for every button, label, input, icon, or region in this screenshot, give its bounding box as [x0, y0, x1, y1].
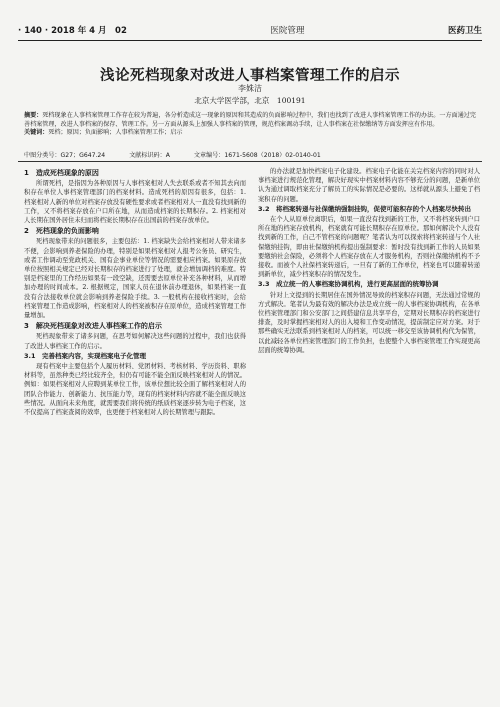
- body-paragraph: 针对上文提到的长期居住在国外情况导致的档案积存问题，无法通过常规的方式解决。笔者认为最有效的解决办法是成立统一的人事档案协调机构，在各单位档案管理部门和公安部门之间搭建信息共享平台，定期对长期积存的档案进行排查，及时掌握档案相对人的出入境和工作变动情况，提前制定应对方案。对于那些确实无法联系到档案相对人的档案，可以统一移交至该协调机构代为保管，以此减轻各单位档案管理部门的工作负担，也使整个人事档案管理工作实现更高层面的统筹协调。: [258, 291, 480, 354]
- header-divider: [18, 161, 482, 162]
- keywords-label: 关键词：: [24, 129, 49, 137]
- keywords-text: 死档；原因；负面影响；人事档案管理工作；启示: [48, 129, 183, 137]
- running-header: [18, 20, 482, 41]
- header-section: 医院管理: [270, 26, 305, 36]
- abstract-label: 摘要：: [24, 112, 43, 119]
- article-title: 浅论死档现象对改进人事档案管理工作的启示: [100, 67, 400, 84]
- author-affiliation: 北京大学医学部，北京 100191: [194, 96, 306, 105]
- document-code: 文献标识码：A: [129, 152, 170, 159]
- body-paragraph: 的办法就是加快档案电子化建设。档案电子化能在关完档案内容的同时对人事档案进行规范化管理，解决好现实中档案材料内容不够充分的问题，是新单位认为通过调取档案充分了解员工的实际情况是必要的。这样就从源头上避免了档案积存的问题。: [258, 168, 480, 203]
- section-heading: 3.3 成立统一的人事档案协调机构，进行更高层面的统筹协调: [258, 280, 439, 289]
- section-heading: 3 解决死档现象对改进人事档案工作的启示: [24, 322, 162, 331]
- section-heading: 3.2 将档案转递与社保缴纳强制挂钩，促使可能积存的个人档案尽快转出: [258, 204, 472, 213]
- body-paragraph: 死档现象带来的问题很多，主要包括：1. 档案缺失会给档案相对人带来诸多不便，会影响到养老保险的办理，特别是如果档案相对人报考公务员、研究生，或者工作调动至党政机关、国有企事业单位等情况的需要相应档案。如果原存放单位按照相关规定已经对长期积存的档案进行了处理，就会增加调档的难度。特别是档案里的工作经历如果有一段空缺，还需要去原单位补充各种材料，从而增加办理的时间成本。2. 根据规定，国家人员在退休前办理退休，如果档案一直没有合法接收单位就会影响到养老保险手续。3. 一般机构在接收档案时，会给档案管理工作造成影响，档案相对人的档案被积存在原单位，造成档案管理工作量增加。: [24, 238, 246, 320]
- body-column-left: [24, 167, 246, 417]
- classification-meta: [24, 150, 476, 159]
- body-paragraph: 在个人从原单位离职后，如果一直没有找到新的工作，又不将档案转到户口所在地的档案存放机构，档案就有可能长期积存在原单位。那如何解决个人没有找到新的工作，自己不管档案的问题呢？笔者认为可以探索将档案转递与个人社保缴纳挂钩，即由社保缴纳机构提出强制要求：暂时没有找到新工作的人员如果要缴纳社会保险，必须将个人档案存放在人才服务机构，否则社保缴纳机构不予接收。而被个人社保档案转递后，一旦有了新的工作单位，档案也可以随着转递到新单位，减少档案积存的情况发生。: [258, 216, 480, 279]
- section-heading: 2 死档现象的负面影响: [24, 227, 99, 236]
- section-heading: 1 造成死档现象的原因: [24, 169, 99, 177]
- body-paragraph: 现有档案中主要包括个人履历材料、党团材料、考核材料、学历资料、职称材料等，虽然种类已经比较齐全，但仍有可能不能全面反映档案相对人的情况。例如：如果档案相对人应聘到某单位工作，该单位想比较全面了解档案相对人的团队合作能力、创新能力、抗压能力等，现有的档案材料内容就不能全面反映这些情况。从面向未来角度，就需要我们将传统的纸质档案逐步转为电子档案，这不仅提高了档案查阅的效率，也更便于档案相对人的长期管理与跟踪。: [24, 363, 246, 417]
- header-journal-category: 医药卫生: [447, 26, 482, 36]
- header-issue: · 140 · 2018 年 4 月 02: [18, 26, 127, 36]
- body-paragraph: 死档现象带来了诸多问题，在思考如何解决这些问题的过程中，我们也获得了改进人事档案工作的启示。: [24, 333, 246, 350]
- body-paragraph: 所谓死档，是指因为各种原因与人事档案相对人失去联系或者不知其去向而积存在单位人事档案管理部门的档案材料。造成死档的原因有很多，包括：1. 档案相对人新的单位对档案存放没有硬性要求或者档案相对人一直没有找到新的工作，又不将档案存放在户口所在地，从而造成档案的长期积存。2. 档案相对人长期在国外居住未归而将档案长期积存在出国前的档案存放单位。: [24, 180, 246, 225]
- clc-number: 中图分类号：G27；G647.24: [24, 152, 106, 159]
- article-id: 文章编号：1671-5608（2018）02-0140-01: [193, 152, 321, 159]
- section-heading: 3.1 完善档案内容，实现档案电子化管理: [24, 351, 147, 360]
- body-column-right: [258, 167, 480, 355]
- abstract-text: 死档现象在人事档案管理工作存在较为普遍，各分析造成这一现象的原因和其造成的负面影响过程中，我们也找到了改进人事档案管理工作的办法。一方面通过完善档案管理，改进人事档案的保存、管理工作。另一方面从源头上加强人事档案的管理，规范档案调动手续，让人事档案在社保缴纳等方面发挥应有作用。: [24, 112, 477, 128]
- abstract-block: [24, 112, 476, 138]
- author-name: 李姝洁: [238, 84, 262, 93]
